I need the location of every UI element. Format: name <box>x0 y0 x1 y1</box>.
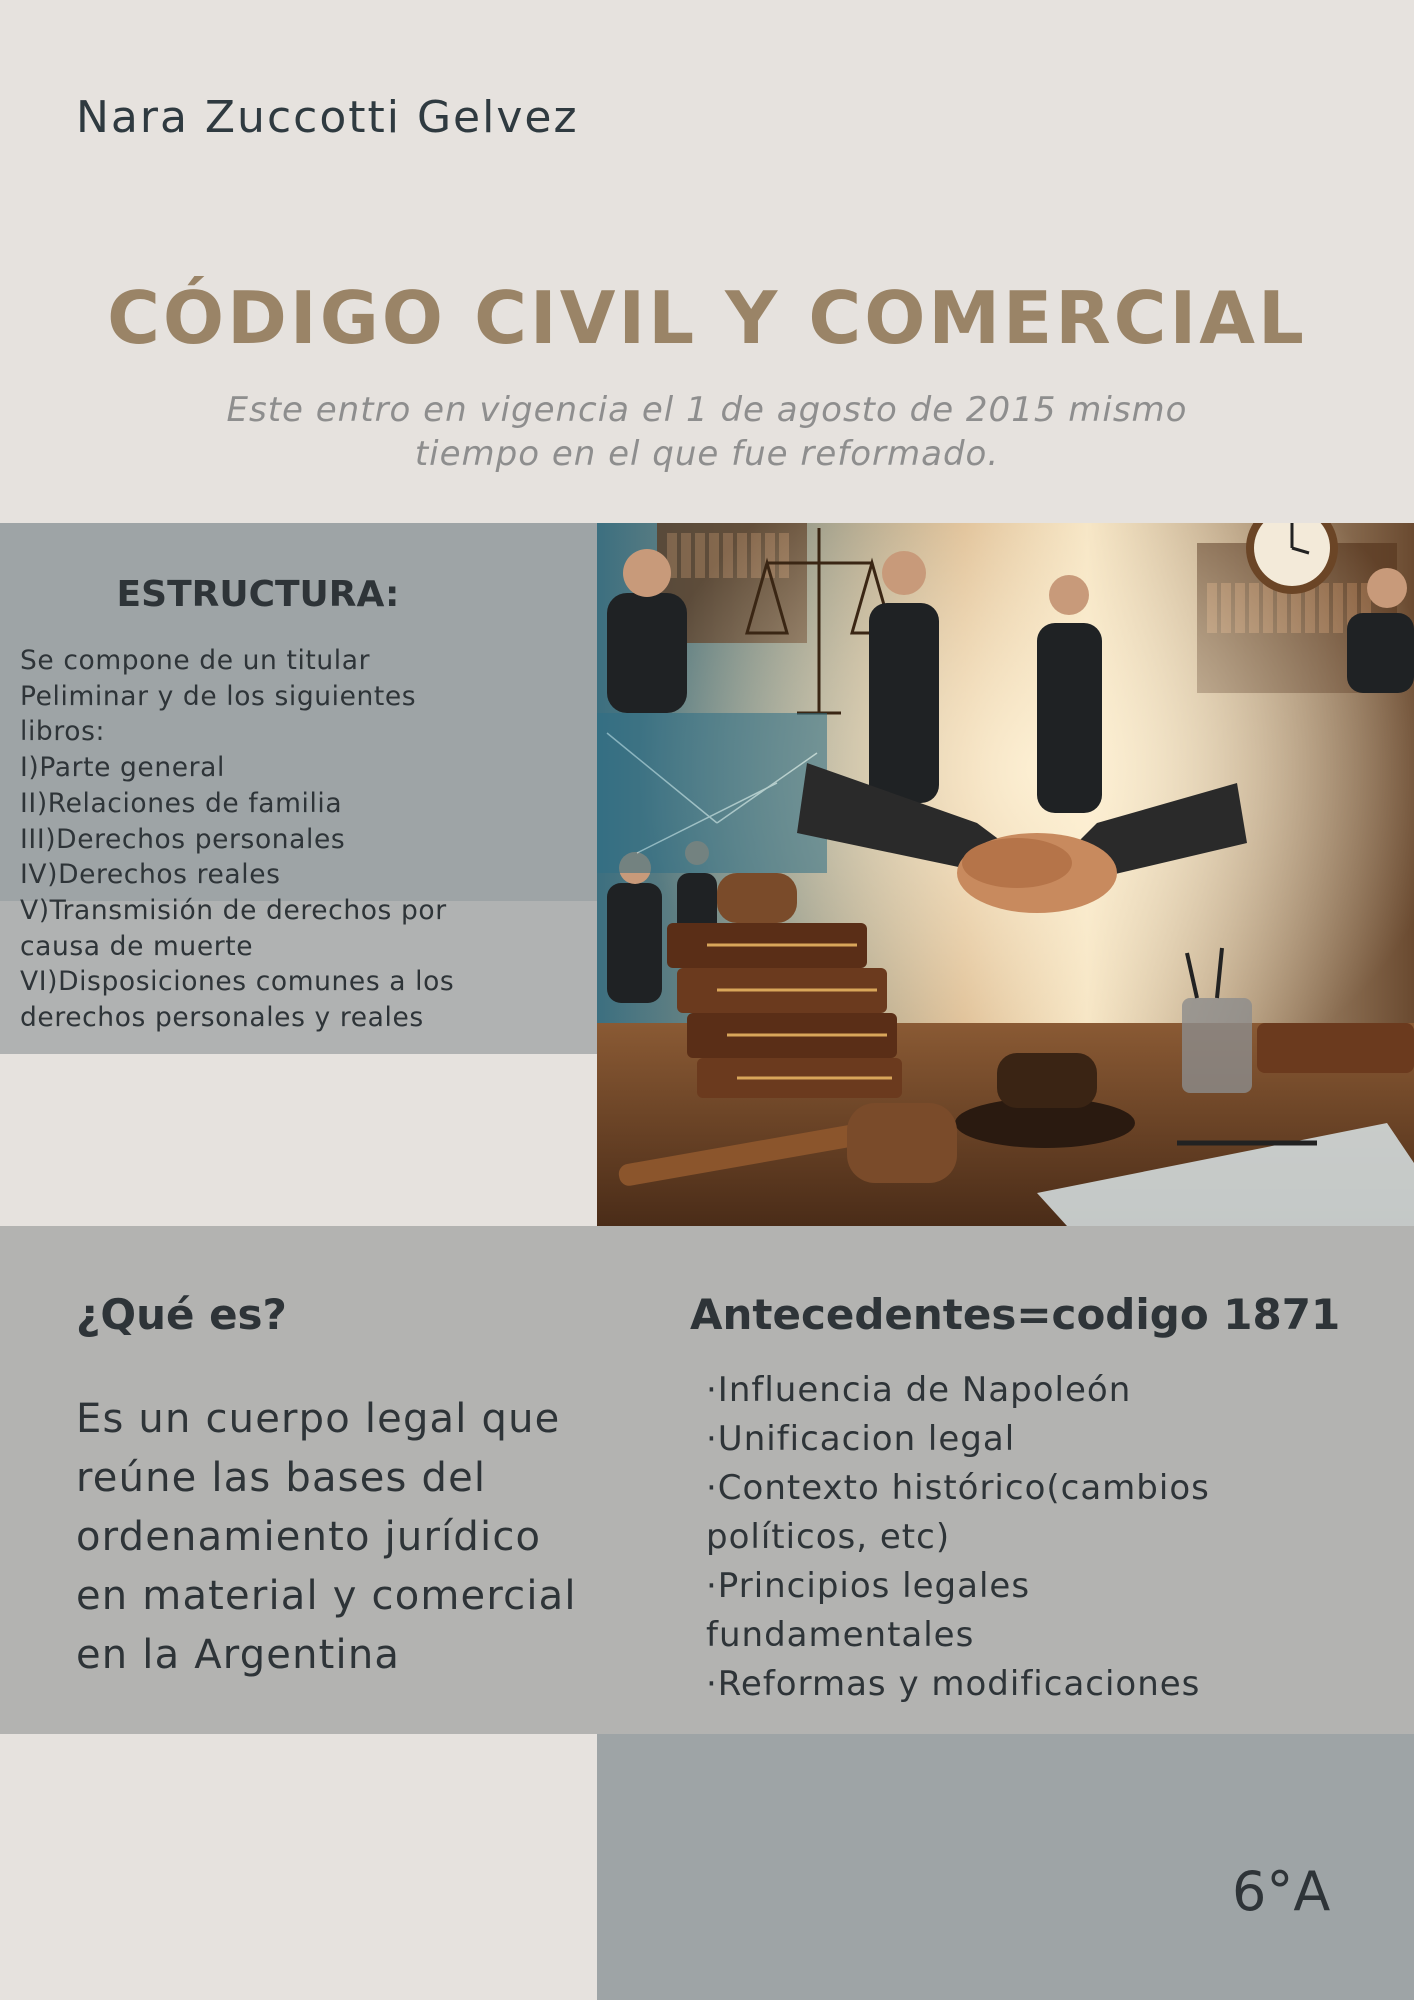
estructura-line: II)Relaciones de familia <box>20 787 343 819</box>
subtitle-line: tiempo en el que fue reformado. <box>414 434 1000 474</box>
estructura-line: derechos personales y reales <box>20 1002 424 1034</box>
estructura-heading: ESTRUCTURA: <box>116 574 400 615</box>
subtitle-line: Este entro en vigencia el 1 de agosto de 2015 mismo <box>226 390 1188 430</box>
law-collage-illustration <box>597 523 1414 1226</box>
antecedentes-item: ·Principios legales <box>706 1566 1031 1606</box>
antecedentes-heading: Antecedentes=codigo 1871 <box>690 1290 1341 1339</box>
author-name: Nara Zuccotti Gelvez <box>76 92 579 143</box>
que-es-text <box>76 1390 646 1685</box>
estructura-line: causa de muerte <box>20 930 254 962</box>
antecedentes-item: fundamentales <box>706 1615 975 1655</box>
estructura-line: V)Transmisión de derechos por <box>20 894 447 926</box>
subtitle <box>120 388 1294 476</box>
antecedentes-item: ·Contexto histórico(cambios <box>706 1468 1210 1508</box>
digital-network-graphic <box>597 713 827 873</box>
que-es-line: ordenamiento jurídico <box>76 1514 542 1560</box>
books-stack-icon <box>667 923 902 1098</box>
antecedentes-item: ·Reformas y modificaciones <box>706 1664 1201 1704</box>
que-es-line: reúne las bases del <box>76 1455 487 1501</box>
antecedentes-item: políticos, etc) <box>706 1517 951 1557</box>
estructura-line: Peliminar y de los siguientes <box>20 680 417 712</box>
estructura-line: libros: <box>20 716 106 748</box>
antecedentes-item: ·Unificacion legal <box>706 1419 1016 1459</box>
que-es-line: en la Argentina <box>76 1632 401 1678</box>
estructura-line: I)Parte general <box>20 752 225 784</box>
page-title: CÓDIGO CIVIL Y COMERCIAL <box>107 276 1307 360</box>
que-es-line: en material y comercial <box>76 1573 577 1619</box>
books-right-icon <box>1257 1023 1414 1073</box>
estructura-line: Se compone de un titular <box>20 645 371 676</box>
estructura-line: VI)Disposiciones comunes a los <box>20 966 455 998</box>
estructura-line: IV)Derechos reales <box>20 859 281 891</box>
que-es-heading: ¿Qué es? <box>76 1290 287 1339</box>
estructura-text <box>20 643 580 1036</box>
que-es-line: Es un cuerpo legal que <box>76 1396 561 1442</box>
estructura-line: III)Derechos personales <box>20 823 346 855</box>
antecedentes-list <box>706 1366 1386 1709</box>
antecedentes-item: ·Influencia de Napoleón <box>706 1370 1132 1410</box>
course-label: 6°A <box>1232 1860 1331 1923</box>
